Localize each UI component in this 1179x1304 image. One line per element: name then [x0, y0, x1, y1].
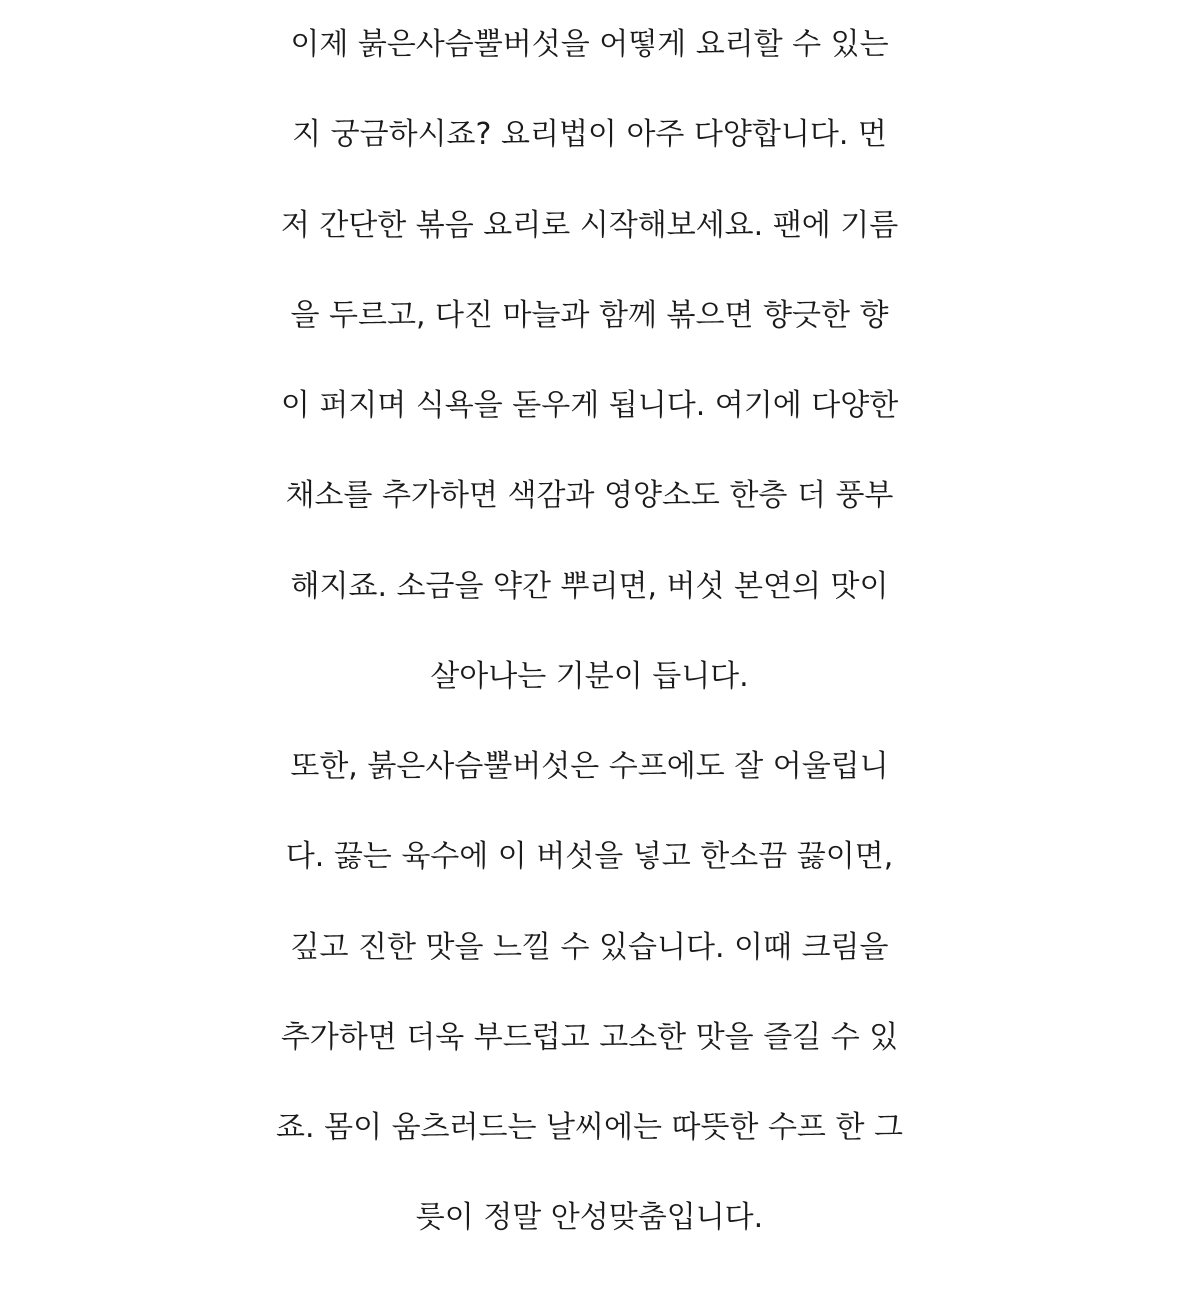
text-line: 깊고 진한 맛을 느낄 수 있습니다. 이때 크림을: [290, 929, 889, 965]
text-line: 지 궁금하시죠? 요리법이 아주 다양합니다. 먼: [292, 117, 887, 153]
text-line: 이제 붉은사슴뿔버섯을 어떻게 요리할 수 있는: [290, 27, 889, 62]
text-line: 죠. 몸이 움츠러드는 날씨에는 따뜻한 수프 한 그: [276, 1110, 903, 1146]
text-line: 해지죠. 소금을 약간 뿌리면, 버섯 본연의 맛이: [290, 568, 889, 604]
text-line: 저 간단한 볶음 요리로 시작해보세요. 팬에 기름: [280, 207, 899, 243]
text-line: 다. 끓는 육수에 이 버섯을 넣고 한소끔 끓이면,: [285, 839, 894, 875]
text-line: 또한, 붉은사슴뿔버섯은 수프에도 잘 어울립니: [290, 749, 889, 784]
text-line: 채소를 추가하면 색감과 영양소도 한층 더 풍부: [285, 478, 894, 514]
text-line: 이 퍼지며 식욕을 돋우게 됩니다. 여기에 다양한: [280, 388, 899, 424]
text-line: 을 두르고, 다진 마늘과 함께 볶으면 향긋한 향: [290, 297, 889, 333]
text-line: 살아나는 기분이 듭니다.: [430, 659, 749, 695]
text-line: 추가하면 더욱 부드럽고 고소한 맛을 즐길 수 있: [280, 1019, 899, 1055]
paragraph-soup: [0, 722, 1179, 1264]
text-line: 릇이 정말 안성맞춤입니다.: [415, 1200, 764, 1236]
